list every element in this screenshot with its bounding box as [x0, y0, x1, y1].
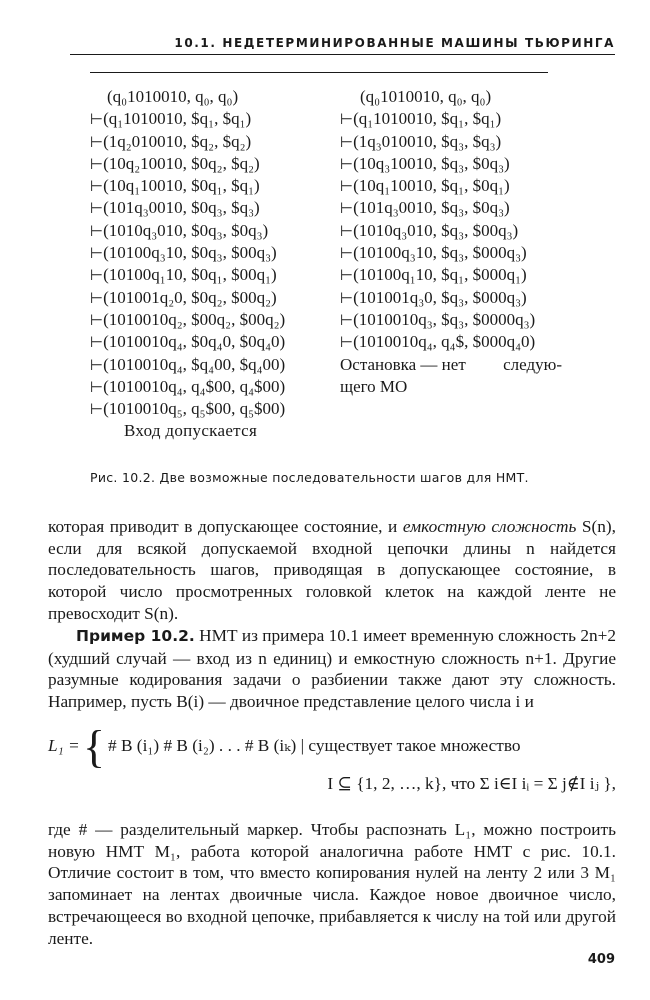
- configuration-line: [90, 153, 330, 175]
- configuration-text: (1010010q₄, q₄$, $000q₄0): [353, 332, 536, 352]
- configuration-line: [90, 331, 330, 353]
- left-sequence: [90, 86, 330, 443]
- configuration-line: [340, 287, 570, 309]
- configuration-line: [90, 376, 330, 398]
- formula-lhs: L₁ =: [48, 736, 80, 755]
- configuration-line: [340, 153, 570, 175]
- example-label: Пример 10.2.: [76, 627, 195, 645]
- configuration-text: (10q₃10010, $q₃, $0q₃): [353, 153, 510, 173]
- configuration-text: (1010q₃010, $0q₃, $0q₃): [103, 220, 269, 240]
- configuration-line: [90, 86, 330, 108]
- turnstile-symbol: ⊢: [90, 177, 104, 196]
- configuration-text: (1010010q₅, q₅$00, q₅$00): [103, 399, 286, 419]
- configuration-text: (1010010q₃, $q₃, $0000q₃): [353, 309, 536, 329]
- p1-part1: которая приводит в допускающее состояние, и: [48, 517, 403, 536]
- configuration-line: [340, 220, 570, 242]
- halt-result-word: Остановка — нет: [340, 354, 466, 374]
- formula-sum-condition: I ⊆ {1, 2, …, k}, что Σ i∈I iᵢ = Σ j∉I iⱼ },: [327, 774, 616, 793]
- configuration-text: (q₁1010010, $q₁, $q₁): [353, 109, 502, 129]
- configuration-text: (101q₃0010, $0q₃, $q₃): [103, 198, 260, 218]
- right-sequence: [340, 86, 570, 398]
- configuration-line: [90, 354, 330, 376]
- running-head: 10.1. НЕДЕТЕРМИНИРОВАННЫЕ МАШИНЫ ТЬЮРИНГА: [174, 36, 615, 50]
- configuration-line: [340, 309, 570, 331]
- halt-result-word: следую-: [503, 354, 562, 374]
- header-rule: [70, 54, 615, 55]
- figure-caption: Рис. 10.2. Две возможные последовательности шагов для НМТ.: [90, 470, 529, 485]
- configuration-text: (1010010q₂, $00q₂, $00q₂): [103, 309, 286, 329]
- configuration-line: [340, 175, 570, 197]
- turnstile-symbol: ⊢: [340, 110, 354, 129]
- p1-part2: S(n), если для всякой допускаемой входной цепочки длины n найдется последовательность шагов, приводящая в допускающее состояние, в которой число просмотренных головкой клеток на каждой ленте не превосходит S(n).: [48, 517, 616, 623]
- paragraph-space-complexity: [48, 516, 616, 625]
- configuration-line: [340, 242, 570, 264]
- turnstile-symbol: ⊢: [90, 333, 104, 352]
- configuration-text: (1010q₃010, $q₃, $00q₃): [353, 220, 519, 240]
- turnstile-symbol: ⊢: [90, 110, 104, 129]
- configuration-line: [90, 309, 330, 331]
- configuration-text: (10q₂10010, $0q₂, $q₂): [103, 153, 260, 173]
- configuration-text: (10q₁10010, $q₁, $0q₁): [353, 176, 510, 196]
- configuration-text: (10100q₃10, $q₃, $000q₃): [353, 243, 527, 263]
- turnstile-symbol: ⊢: [90, 266, 104, 285]
- turnstile-symbol: ⊢: [340, 333, 354, 352]
- configuration-line: [340, 131, 570, 153]
- configuration-line: [340, 331, 570, 353]
- configuration-text: (10100q₃10, $0q₃, $00q₃): [103, 243, 277, 263]
- configuration-text: (10100q₁10, $q₁, $000q₁): [353, 265, 527, 285]
- turnstile-symbol: ⊢: [340, 266, 354, 285]
- turnstile-symbol: ⊢: [90, 288, 104, 307]
- turnstile-symbol: ⊢: [340, 132, 354, 151]
- turnstile-symbol: ⊢: [90, 221, 104, 240]
- turnstile-symbol: ⊢: [90, 244, 104, 263]
- configuration-text: (10100q₁10, $0q₁, $00q₁): [103, 265, 277, 285]
- turnstile-symbol: ⊢: [340, 310, 354, 329]
- halt-result-line-2: щего МО: [340, 376, 408, 396]
- turnstile-symbol: ⊢: [90, 154, 104, 173]
- turnstile-symbol: ⊢: [90, 400, 104, 419]
- configuration-text: (10q₁10010, $0q₁, $q₁): [103, 176, 260, 196]
- configuration-line: [90, 287, 330, 309]
- configuration-line: [90, 175, 330, 197]
- configuration-line: [90, 242, 330, 264]
- configuration-text: (1q₃010010, $q₃, $q₃): [353, 131, 502, 151]
- configuration-text: (1010010q₄, q₄$00, q₄$00): [103, 376, 286, 396]
- paragraph-example: [48, 625, 616, 713]
- configuration-line: [340, 264, 570, 286]
- page-number: 409: [587, 952, 615, 967]
- turnstile-symbol: ⊢: [340, 177, 354, 196]
- configuration-line: [90, 197, 330, 219]
- figure-top-rule: [90, 72, 548, 73]
- configuration-line: [340, 108, 570, 130]
- formula-brace: {: [83, 721, 106, 772]
- configuration-line: [90, 220, 330, 242]
- turnstile-symbol: ⊢: [90, 132, 104, 151]
- turnstile-symbol: ⊢: [340, 288, 354, 307]
- configuration-line: [90, 264, 330, 286]
- turnstile-symbol: ⊢: [340, 154, 354, 173]
- configuration-text: (101q₃0010, $q₃, $0q₃): [353, 198, 510, 218]
- configuration-text: (1010010q₄, $q₄00, $q₄00): [103, 354, 286, 374]
- turnstile-symbol: ⊢: [90, 310, 104, 329]
- configuration-line: [90, 398, 330, 420]
- accept-result: Вход допускается: [124, 421, 258, 441]
- configuration-line: [90, 131, 330, 153]
- configuration-line: [340, 197, 570, 219]
- configuration-text: (1q₂010010, $q₂, $q₂): [103, 131, 252, 151]
- turnstile-symbol: ⊢: [340, 221, 354, 240]
- paragraph-construction: где # — разделительный маркер. Чтобы распознать L₁, можно построить новую НМТ M₁, работа которой аналогична работе НМТ с рис. 10.1. Отличие состоит в том, что вместо копирования нулей на ленту 2 или 3 M₁ запоминает на лентах двоичные числа. Каждое новое двоичное число, встречающееся во входной цепочке, прибавляется к числу на той или другой ленте.: [48, 820, 616, 948]
- formula-set-definition: # B (i₁) # B (i₂) . . . # B (iₖ) | существует такое множество: [108, 736, 521, 755]
- configuration-text: (q₀1010010, q₀, q₀): [360, 87, 492, 106]
- turnstile-symbol: ⊢: [90, 199, 104, 218]
- configuration-line: [90, 108, 330, 130]
- configuration-text: (1010010q₄, $0q₄0, $0q₄0): [103, 332, 286, 352]
- example-text: НМТ из примера 10.1 имеет временную сложность 2n+2 (худший случай — вход из n единиц) и емкостную сложность n+1. Другие разумные кодирования задачи о разбиении также дают эту сложность. Например, пусть B(i) — двоичное представление целого числа i и: [48, 626, 617, 712]
- configuration-text: (101001q₂0, $0q₂, $00q₂): [103, 287, 277, 307]
- turnstile-symbol: ⊢: [340, 244, 354, 263]
- configuration-text: (101001q₃0, $q₃, $000q₃): [353, 287, 527, 307]
- term-space-complexity: емкостную сложность: [402, 517, 577, 536]
- configuration-text: (q₀1010010, q₀, q₀): [107, 87, 239, 106]
- configuration-line: [340, 86, 570, 108]
- configuration-text: (q₁1010010, $q₁, $q₁): [103, 109, 252, 129]
- turnstile-symbol: ⊢: [340, 199, 354, 218]
- turnstile-symbol: ⊢: [90, 377, 104, 396]
- halt-result-line-1: [340, 354, 562, 376]
- turnstile-symbol: ⊢: [90, 355, 104, 374]
